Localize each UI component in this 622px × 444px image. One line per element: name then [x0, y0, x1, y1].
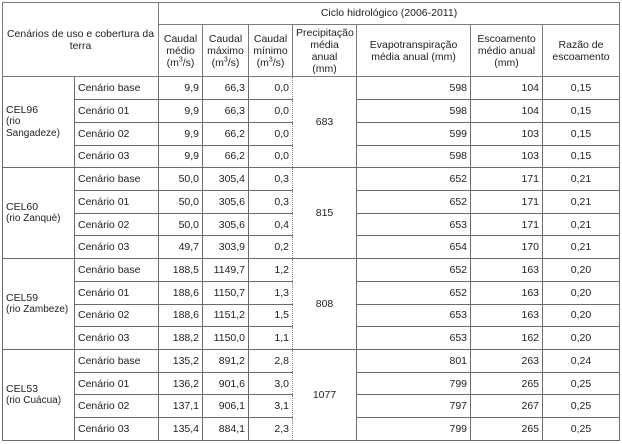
runoff-ratio-value: 0,21: [543, 168, 620, 191]
mean-flow-value: 9,9: [159, 100, 203, 123]
runoff-ratio-value: 0,15: [543, 145, 620, 168]
min-flow-value: 1,1: [249, 327, 293, 350]
min-flow-value: 0,0: [249, 122, 293, 145]
mean-flow-value: 135,2: [159, 350, 203, 373]
runoff-ratio-value: 0,20: [543, 304, 620, 327]
column-header-ratio: [543, 24, 620, 77]
runoff-ratio-value: 0,21: [543, 236, 620, 259]
runoff-value: 163: [471, 281, 543, 304]
station-cell: [3, 350, 75, 441]
max-flow-value: 303,9: [203, 236, 249, 259]
mean-flow-value: 49,7: [159, 236, 203, 259]
runoff-value: 163: [471, 304, 543, 327]
min-flow-value: 0,0: [249, 100, 293, 123]
unit-text: (m: [256, 56, 269, 69]
runoff-ratio-value: 0,21: [543, 190, 620, 213]
mean-flow-value: 50,0: [159, 213, 203, 236]
runoff-ratio-value: 0,15: [543, 100, 620, 123]
column-header-line: escoamento: [552, 50, 610, 63]
evapotranspiration-value: 653: [357, 327, 471, 350]
column-header-line: Caudal: [253, 32, 288, 45]
runoff-value: 163: [471, 259, 543, 282]
hydrology-scenarios-table: [2, 2, 620, 441]
runoff-ratio-value: 0,15: [543, 77, 620, 100]
scenario-label: Cenário 03: [75, 236, 159, 259]
column-header-line: média anual: [310, 38, 339, 63]
column-header-line: mínimo: [253, 44, 288, 57]
evapotranspiration-value: 799: [357, 418, 471, 441]
max-flow-value: 66,3: [203, 100, 249, 123]
unit-superscript: 3: [178, 56, 183, 64]
scenario-label: Cenário 03: [75, 145, 159, 168]
evapotranspiration-value: 799: [357, 372, 471, 395]
scenario-label: Cenário 01: [75, 372, 159, 395]
runoff-ratio-value: 0,25: [543, 418, 620, 441]
runoff-value: 103: [471, 122, 543, 145]
station-name: CEL60: [6, 201, 39, 214]
unit-text: /s): [227, 56, 240, 69]
mean-flow-value: 135,4: [159, 418, 203, 441]
table-row: [3, 168, 620, 191]
mean-flow-value: 188,5: [159, 259, 203, 282]
column-header-unit: [252, 57, 289, 69]
scenario-label: Cenário 02: [75, 213, 159, 236]
station-name: CEL96: [6, 104, 39, 117]
min-flow-value: 0,4: [249, 213, 293, 236]
runoff-value: 104: [471, 100, 543, 123]
runoff-value: 171: [471, 190, 543, 213]
unit-text: /s): [272, 56, 285, 69]
max-flow-value: 66,2: [203, 122, 249, 145]
runoff-ratio-value: 0,25: [543, 372, 620, 395]
scenario-label: Cenário 01: [75, 190, 159, 213]
column-header-unit: [474, 57, 539, 69]
max-flow-value: 906,1: [203, 395, 249, 418]
min-flow-value: 1,2: [249, 259, 293, 282]
evapotranspiration-value: 599: [357, 122, 471, 145]
runoff-value: 104: [471, 77, 543, 100]
table-row: [3, 259, 620, 282]
unit-text: (mm): [494, 56, 519, 69]
min-flow-value: 1,3: [249, 281, 293, 304]
runoff-ratio-value: 0,20: [543, 281, 620, 304]
evapotranspiration-value: 598: [357, 100, 471, 123]
evapotranspiration-value: 653: [357, 304, 471, 327]
min-flow-value: 2,3: [249, 418, 293, 441]
runoff-value: 263: [471, 350, 543, 373]
station-river: (rio Zanquè): [6, 213, 61, 225]
precipitation-value: 1077: [293, 350, 357, 441]
station-river: (rio Zambeze): [6, 304, 69, 316]
precipitation-value: 815: [293, 168, 357, 259]
runoff-value: 171: [471, 213, 543, 236]
runoff-ratio-value: 0,20: [543, 327, 620, 350]
runoff-value: 170: [471, 236, 543, 259]
min-flow-value: 1,5: [249, 304, 293, 327]
column-header-line: Escoamento: [477, 32, 536, 45]
evapotranspiration-value: 598: [357, 77, 471, 100]
column-header-evap: [357, 24, 471, 77]
mean-flow-value: 50,0: [159, 168, 203, 191]
column-header-unit: [296, 63, 353, 75]
column-header-precip: [293, 24, 357, 77]
unit-text: (mm): [312, 62, 337, 75]
precipitation-value: 683: [293, 77, 357, 168]
runoff-ratio-value: 0,25: [543, 395, 620, 418]
mean-flow-value: 137,1: [159, 395, 203, 418]
column-header-line: Evapotranspiração: [369, 38, 458, 51]
max-flow-value: 1150,0: [203, 327, 249, 350]
evapotranspiration-value: 797: [357, 395, 471, 418]
scenario-label: Cenário 02: [75, 122, 159, 145]
scenario-label: Cenário base: [75, 259, 159, 282]
unit-text: (m: [211, 56, 224, 69]
table-row: [3, 77, 620, 100]
column-header-line: Caudal: [208, 32, 243, 45]
column-header-line: médio anual: [477, 44, 536, 57]
evapotranspiration-value: 652: [357, 281, 471, 304]
column-header-line: máximo: [207, 44, 244, 57]
scenario-label: Cenário 02: [75, 395, 159, 418]
runoff-value: 162: [471, 327, 543, 350]
scenario-label: Cenário 03: [75, 327, 159, 350]
scenario-label: Cenário 02: [75, 304, 159, 327]
column-header-line: média anual (mm): [371, 50, 456, 63]
scenario-label: Cenário base: [75, 77, 159, 100]
mean-flow-value: 188,6: [159, 281, 203, 304]
runoff-value: 103: [471, 145, 543, 168]
min-flow-value: 0,3: [249, 190, 293, 213]
column-header-q-max: [203, 24, 249, 77]
column-header-q-min: [249, 24, 293, 77]
unit-superscript: 3: [268, 56, 273, 64]
max-flow-value: 1151,2: [203, 304, 249, 327]
column-header-line: Razão de: [558, 38, 604, 51]
min-flow-value: 0,2: [249, 236, 293, 259]
mean-flow-value: 9,9: [159, 122, 203, 145]
mean-flow-value: 50,0: [159, 190, 203, 213]
scenario-label: Cenário 01: [75, 281, 159, 304]
scenario-label: Cenário base: [75, 168, 159, 191]
station-cell: [3, 77, 75, 168]
scenario-label: Cenário 01: [75, 100, 159, 123]
runoff-value: 265: [471, 418, 543, 441]
evapotranspiration-value: 598: [357, 145, 471, 168]
scenario-label: Cenário base: [75, 350, 159, 373]
min-flow-value: 3,1: [249, 395, 293, 418]
evapotranspiration-value: 652: [357, 168, 471, 191]
station-river: (rio Cuácua): [6, 395, 62, 406]
runoff-ratio-value: 0,24: [543, 350, 620, 373]
min-flow-value: 0,3: [249, 168, 293, 191]
mean-flow-value: 9,9: [159, 145, 203, 168]
column-header-q-mean: [159, 24, 203, 77]
evapotranspiration-value: 652: [357, 259, 471, 282]
column-header-unit: [162, 57, 199, 69]
max-flow-value: 884,1: [203, 418, 249, 441]
min-flow-value: 3,0: [249, 372, 293, 395]
unit-text: (m: [166, 56, 179, 69]
scenario-label: Cenário 03: [75, 418, 159, 441]
station-name: CEL59: [6, 292, 39, 305]
evapotranspiration-value: 652: [357, 190, 471, 213]
max-flow-value: 1150,7: [203, 281, 249, 304]
max-flow-value: 305,4: [203, 168, 249, 191]
column-header-line: Caudal: [163, 32, 198, 45]
unit-text: /s): [182, 56, 195, 69]
max-flow-value: 305,6: [203, 213, 249, 236]
min-flow-value: 2,8: [249, 350, 293, 373]
station-cell: [3, 168, 75, 259]
mean-flow-value: 9,9: [159, 77, 203, 100]
station-name: CEL53: [6, 383, 39, 395]
mean-flow-value: 188,2: [159, 327, 203, 350]
column-header-line: médio: [166, 44, 195, 57]
max-flow-value: 305,6: [203, 190, 249, 213]
min-flow-value: 0,0: [249, 77, 293, 100]
unit-superscript: 3: [223, 56, 228, 64]
min-flow-value: 0,0: [249, 145, 293, 168]
evapotranspiration-value: 801: [357, 350, 471, 373]
evapotranspiration-value: 653: [357, 213, 471, 236]
station-cell: [3, 259, 75, 350]
runoff-value: 267: [471, 395, 543, 418]
runoff-value: 265: [471, 372, 543, 395]
max-flow-value: 66,2: [203, 145, 249, 168]
column-header-runoff: [471, 24, 543, 77]
header-cycle: Ciclo hidrológico (2006-2011): [159, 3, 620, 25]
max-flow-value: 66,3: [203, 77, 249, 100]
column-header-unit: [206, 57, 245, 69]
mean-flow-value: 136,2: [159, 372, 203, 395]
runoff-ratio-value: 0,21: [543, 213, 620, 236]
precipitation-value: 808: [293, 259, 357, 350]
runoff-ratio-value: 0,20: [543, 259, 620, 282]
max-flow-value: 901,6: [203, 372, 249, 395]
evapotranspiration-value: 654: [357, 236, 471, 259]
mean-flow-value: 188,6: [159, 304, 203, 327]
header-scenarios: Cenários de uso e cobertura da terra: [3, 3, 159, 77]
max-flow-value: 1149,7: [203, 259, 249, 282]
table-row: [3, 350, 620, 373]
column-header-line: Precipitação: [296, 26, 354, 39]
runoff-ratio-value: 0,15: [543, 122, 620, 145]
max-flow-value: 891,2: [203, 350, 249, 373]
station-river: (rio Sangadeze): [6, 116, 60, 140]
runoff-value: 171: [471, 168, 543, 191]
